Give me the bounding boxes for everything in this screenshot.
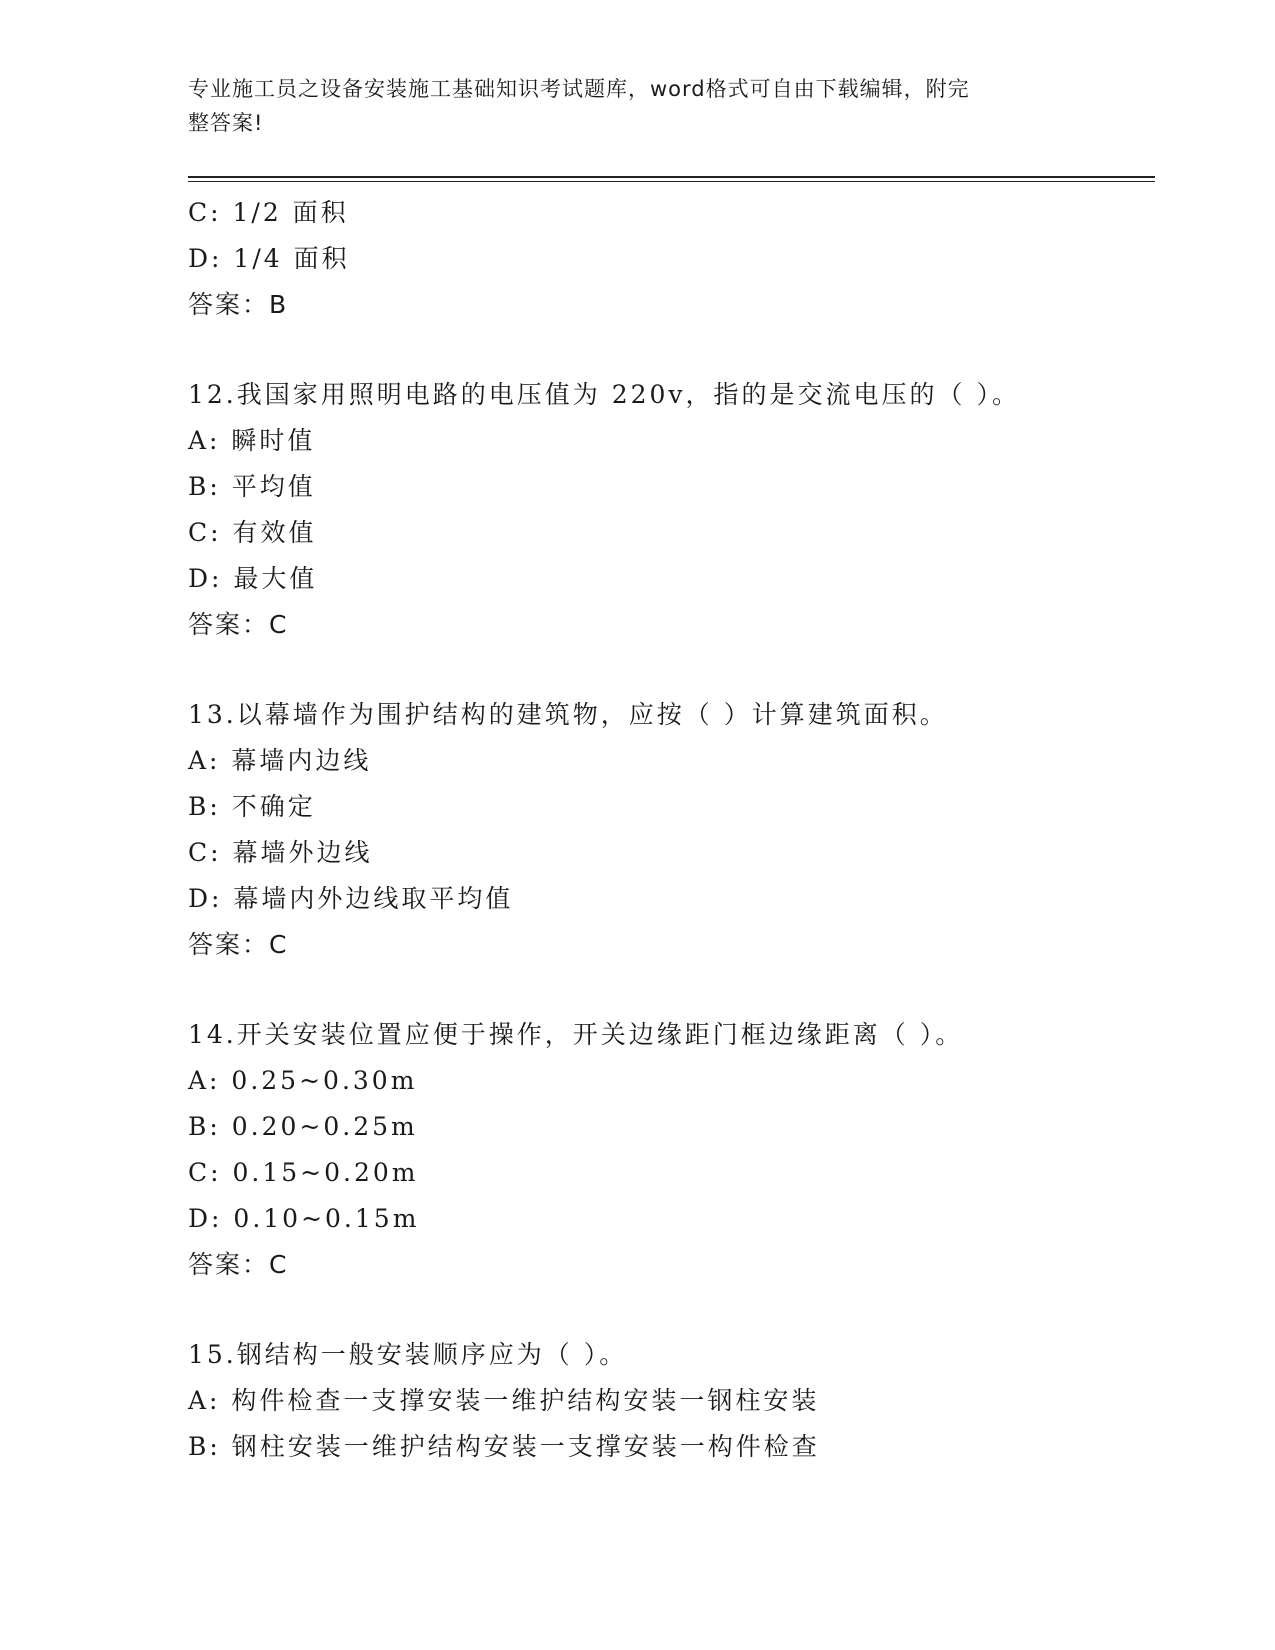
answer-line: 答案：C (188, 610, 289, 639)
question-block-13 (188, 692, 1148, 968)
option-c: C: 有效值 (188, 518, 317, 547)
option-a: A: 幕墙内边线 (188, 746, 372, 775)
option-b: B: 0.20~0.25m (188, 1112, 418, 1141)
option-d: D: 0.10~0.15m (188, 1204, 420, 1233)
option-c: C: 0.15~0.20m (188, 1158, 419, 1187)
question-text: 15.钢结构一般安装顺序应为（ ）。 (188, 1340, 628, 1369)
option-b: B: 不确定 (188, 792, 316, 821)
option-a: A: 瞬时值 (188, 426, 316, 455)
document-header (188, 72, 1068, 140)
answer-line: 答案：C (188, 1250, 289, 1279)
spacer (188, 1288, 1148, 1332)
spacer (188, 968, 1148, 1012)
header-line-1: 专业施工员之设备安装施工基础知识考试题库，word格式可自由下载编辑，附完 (188, 77, 970, 101)
question-block-15 (188, 1332, 1148, 1470)
option-d: D: 1/4 面积 (188, 244, 350, 273)
option-a: A: 构件检查一支撑安装一维护结构安装一钢柱安装 (188, 1386, 820, 1415)
question-block-14 (188, 1012, 1148, 1288)
answer-line: 答案：C (188, 930, 289, 959)
question-text: 14.开关安装位置应便于操作，开关边缘距门框边缘距离（ ）。 (188, 1020, 964, 1049)
option-a: A: 0.25~0.30m (188, 1066, 418, 1095)
question-text: 12.我国家用照明电路的电压值为 220v，指的是交流电压的（ ）。 (188, 380, 1020, 409)
header-line-2: 整答案! (188, 111, 264, 135)
option-d: D: 幕墙内外边线取平均值 (188, 884, 514, 913)
header-divider-top (188, 176, 1155, 178)
question-list (188, 190, 1148, 1470)
header-divider-bottom (188, 181, 1155, 182)
option-c: C: 幕墙外边线 (188, 838, 373, 867)
option-b: B: 钢柱安装一维护结构安装一支撑安装一构件检查 (188, 1432, 820, 1461)
answer-line: 答案：B (188, 290, 289, 319)
option-c: C: 1/2 面积 (188, 198, 349, 227)
question-block-11 (188, 190, 1148, 328)
option-d: D: 最大值 (188, 564, 318, 593)
question-text: 13.以幕墙作为围护结构的建筑物，应按（ ）计算建筑面积。 (188, 700, 948, 729)
spacer (188, 648, 1148, 692)
option-b: B: 平均值 (188, 472, 316, 501)
spacer (188, 328, 1148, 372)
question-block-12 (188, 372, 1148, 648)
